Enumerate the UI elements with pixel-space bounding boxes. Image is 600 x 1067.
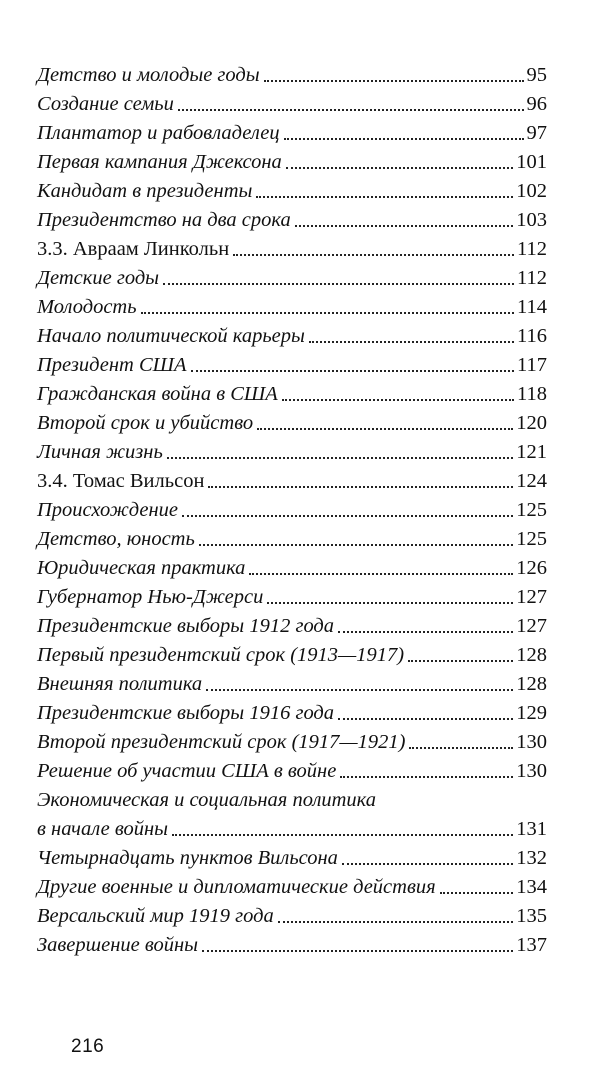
toc-entry-title: Начало политической карьеры (37, 325, 305, 347)
dot-leader (167, 457, 513, 459)
toc-entry-page: 128 (516, 673, 547, 695)
toc-entry-page: 134 (516, 876, 547, 898)
toc-entry-title: Завершение войны (37, 934, 199, 956)
dot-leader (408, 660, 513, 662)
dot-leader (284, 138, 524, 140)
toc-entry-page: 96 (526, 93, 547, 115)
toc-entry-page: 131 (516, 818, 547, 840)
toc-entry-title: Юридическая практика (37, 557, 246, 579)
dot-leader (172, 834, 513, 836)
table-of-contents (37, 58, 547, 957)
dot-leader (286, 167, 513, 169)
toc-entry-title: Экономическая и социальная политика (37, 789, 377, 811)
dot-leader (309, 341, 514, 343)
toc-entry-title: Кандидат в президенты (37, 180, 253, 202)
toc-entry-title: Детство и молодые годы (37, 64, 260, 86)
page-number: 216 (71, 1036, 105, 1057)
toc-section-title: 3.3. Авраам Линкольн (37, 238, 230, 260)
toc-entry-title: Президентские выборы 1912 года (37, 615, 335, 637)
toc-entry-page: 103 (516, 209, 547, 231)
toc-entry-page: 120 (516, 412, 547, 434)
toc-entry-page: 118 (517, 383, 547, 405)
toc-entry-page: 125 (516, 528, 547, 550)
toc-entry (37, 203, 547, 232)
toc-entry (37, 725, 547, 754)
toc-entry-page: 130 (516, 731, 547, 753)
toc-entry (37, 696, 547, 725)
toc-entry-title: Гражданская война в США (37, 383, 278, 405)
toc-entry-title: Личная жизнь (37, 441, 163, 463)
toc-entry-title: в начале войны (37, 818, 169, 840)
dot-leader (163, 283, 514, 285)
dot-leader (340, 776, 513, 778)
toc-entry-page: 95 (526, 64, 547, 86)
toc-entry (37, 377, 547, 406)
toc-entry (37, 609, 547, 638)
toc-entry-title: Другие военные и дипломатические действия (37, 876, 436, 898)
toc-entry-title: Четырнадцать пунктов Вильсона (37, 847, 338, 869)
toc-entry-page: 130 (516, 760, 547, 782)
dot-leader (208, 486, 513, 488)
toc-entry-wrapped-second-line (37, 812, 547, 841)
toc-entry-title: Второй президентский срок (1917—1921) (37, 731, 406, 753)
toc-entry-title: Детство, юность (37, 528, 195, 550)
dot-leader (182, 515, 513, 517)
toc-entry (37, 87, 547, 116)
toc-entry (37, 319, 547, 348)
dot-leader (257, 428, 513, 430)
toc-entry (37, 841, 547, 870)
dot-leader (206, 689, 513, 691)
toc-entry-page: 127 (516, 586, 547, 608)
toc-entry-page: 112 (517, 267, 547, 289)
dot-leader (199, 544, 513, 546)
toc-entry-title: Президентские выборы 1916 года (37, 702, 335, 724)
toc-entry (37, 870, 547, 899)
toc-entry-page: 124 (516, 470, 547, 492)
toc-section-title: 3.4. Томас Вильсон (37, 470, 205, 492)
dot-leader (256, 196, 513, 198)
toc-entry-title: Детские годы (37, 267, 160, 289)
dot-leader (178, 109, 524, 111)
toc-entry (37, 522, 547, 551)
toc-entry-title: Первая кампания Джексона (37, 151, 282, 173)
toc-entry-title: Создание семьи (37, 93, 174, 115)
toc-entry-page: 116 (517, 325, 547, 347)
toc-entry-wrapped-first-line (37, 783, 547, 812)
toc-entry-page: 114 (517, 296, 547, 318)
dot-leader (191, 370, 514, 372)
toc-entry-page: 137 (516, 934, 547, 956)
toc-entry (37, 899, 547, 928)
toc-entry (37, 580, 547, 609)
toc-entry-title: Первый президентский срок (1913—1917) (37, 644, 405, 666)
dot-leader (202, 950, 513, 952)
dot-leader (267, 602, 513, 604)
toc-entry (37, 551, 547, 580)
toc-section-heading (37, 464, 547, 493)
toc-entry-page: 112 (517, 238, 547, 260)
toc-entry (37, 754, 547, 783)
toc-entry-title: Второй срок и убийство (37, 412, 254, 434)
toc-entry-page: 127 (516, 615, 547, 637)
toc-entry-page: 117 (517, 354, 547, 376)
dot-leader (233, 254, 514, 256)
toc-entry-page: 128 (516, 644, 547, 666)
dot-leader (338, 718, 513, 720)
dot-leader (141, 312, 514, 314)
toc-entry (37, 406, 547, 435)
toc-entry-title: Внешняя политика (37, 673, 203, 695)
toc-entry-title: Происхождение (37, 499, 179, 521)
toc-entry-title: Губернатор Нью-Джерси (37, 586, 264, 608)
dot-leader (278, 921, 514, 923)
toc-entry (37, 116, 547, 145)
toc-entry-title: Президент США (37, 354, 187, 376)
toc-entry (37, 261, 547, 290)
dot-leader (295, 225, 514, 227)
toc-entry (37, 493, 547, 522)
toc-entry (37, 145, 547, 174)
toc-entry (37, 290, 547, 319)
toc-entry-page: 125 (516, 499, 547, 521)
toc-entry (37, 928, 547, 957)
toc-entry-title: Решение об участии США в войне (37, 760, 337, 782)
toc-entry-title: Плантатор и рабовладелец (37, 122, 280, 144)
dot-leader (440, 892, 514, 894)
toc-entry (37, 348, 547, 377)
toc-entry-page: 102 (516, 180, 547, 202)
toc-entry (37, 174, 547, 203)
toc-entry-title: Президентство на два срока (37, 209, 291, 231)
toc-entry-page: 129 (516, 702, 547, 724)
dot-leader (264, 80, 524, 82)
toc-entry-page: 97 (526, 122, 547, 144)
toc-entry-page: 132 (516, 847, 547, 869)
toc-entry-page: 126 (516, 557, 547, 579)
toc-entry-title: Версальский мир 1919 года (37, 905, 274, 927)
toc-entry-title: Молодость (37, 296, 137, 318)
toc-section-heading (37, 232, 547, 261)
dot-leader (282, 399, 514, 401)
dot-leader (342, 863, 513, 865)
toc-entry-page: 135 (516, 905, 547, 927)
dot-leader (338, 631, 513, 633)
toc-entry-page: 121 (516, 441, 547, 463)
toc-entry (37, 667, 547, 696)
toc-entry (37, 435, 547, 464)
toc-entry-page: 101 (516, 151, 547, 173)
toc-entry (37, 58, 547, 87)
dot-leader (409, 747, 513, 749)
dot-leader (249, 573, 513, 575)
toc-entry (37, 638, 547, 667)
